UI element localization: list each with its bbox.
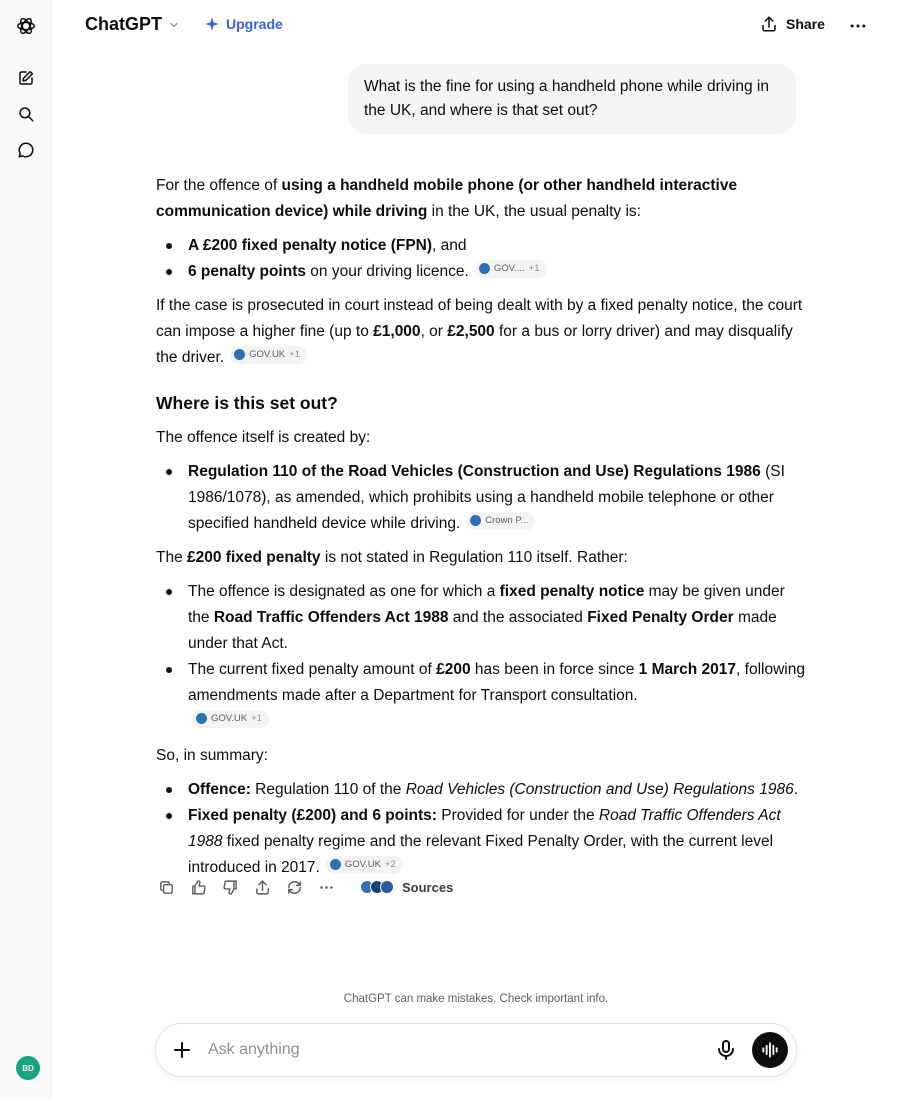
- plus-icon[interactable]: [170, 1038, 194, 1062]
- sparkle-icon: [204, 16, 220, 32]
- text: The: [156, 549, 188, 566]
- gov-uk-favicon-icon: [330, 859, 341, 870]
- text: in the UK, the usual penalty is:: [427, 203, 641, 220]
- gov-uk-favicon-icon: [234, 349, 245, 360]
- text: Provided for under the: [436, 807, 599, 824]
- avatar[interactable]: BD: [16, 1056, 40, 1080]
- text: .: [793, 781, 799, 798]
- summary-intro: So, in summary:: [156, 747, 268, 764]
- chevron-down-icon: [168, 19, 180, 31]
- thumbs-down-icon[interactable]: [220, 876, 240, 898]
- bold-text: Fixed penalty (£200) and 6 points:: [188, 807, 437, 824]
- bold-text: Fixed Penalty Order: [587, 609, 734, 626]
- text: may be given under the: [188, 583, 785, 626]
- citation-chip[interactable]: [466, 512, 535, 530]
- text: , and: [432, 237, 467, 254]
- text: Regulation 110 of the: [250, 781, 406, 798]
- model-switcher[interactable]: [85, 14, 180, 35]
- share-icon: [760, 15, 778, 33]
- bold-text: Offence:: [188, 781, 251, 798]
- waveform-icon: [760, 1040, 780, 1060]
- bold-text: £2,500: [447, 323, 495, 340]
- bold-text: fixed penalty notice: [499, 583, 645, 600]
- more-icon[interactable]: [316, 876, 336, 898]
- microphone-icon[interactable]: [714, 1038, 738, 1062]
- source-favicons: [360, 880, 394, 894]
- user-message: What is the fine for using a handheld phone while driving in the UK, and where is that set out?: [348, 64, 796, 134]
- citation-more: +1: [251, 712, 262, 724]
- court-paragraph: [156, 293, 806, 371]
- regenerate-icon[interactable]: [284, 876, 304, 898]
- sources-button[interactable]: [360, 880, 453, 895]
- text: , following amendments made after a Department for Transport consultation.: [188, 661, 805, 704]
- voice-mode-button[interactable]: [752, 1032, 788, 1068]
- chat-bubble-icon[interactable]: [14, 138, 38, 162]
- answer-intro: [156, 173, 806, 225]
- message-actions: [156, 876, 453, 898]
- sources-label: Sources: [402, 879, 454, 895]
- upgrade-button[interactable]: [204, 16, 283, 32]
- section-heading: Where is this set out?: [156, 393, 338, 413]
- bold-text: Regulation 110 of the Road Vehicles (Construction and Use) Regulations 1986: [188, 463, 761, 480]
- disclaimer: ChatGPT can make mistakes. Check important info.: [343, 993, 609, 1005]
- text: (SI 1986/1078), as amended, which prohibits using a handheld mobile telephone or other specified handheld device while driving.: [188, 463, 785, 532]
- text: If the case is prosecuted in court instead of being dealt with by a fixed penalty notice, the court can impose a higher fine (up to: [156, 297, 803, 340]
- text: is not stated in Regulation 110 itself. Rather:: [320, 549, 628, 566]
- bold-text: £200 fixed penalty: [187, 549, 321, 566]
- gov-uk-favicon-icon: [196, 713, 207, 724]
- search-icon[interactable]: [14, 102, 38, 126]
- share-icon[interactable]: [252, 876, 272, 898]
- citation-source: GOV....: [493, 262, 525, 274]
- fixed-penalty-list: [156, 579, 806, 735]
- chatgpt-logo-icon[interactable]: [14, 14, 38, 38]
- offence-intro: The offence itself is created by:: [156, 429, 371, 446]
- text: and the associated: [448, 609, 588, 626]
- text: made under that Act.: [188, 609, 777, 652]
- citation-source: GOV.UK: [211, 712, 248, 724]
- regulation-list: [156, 459, 806, 537]
- list-item: [156, 657, 806, 735]
- list-item: [156, 777, 806, 803]
- list-item: [156, 579, 806, 657]
- thumbs-up-icon[interactable]: [188, 876, 208, 898]
- share-button[interactable]: [760, 15, 825, 33]
- new-chat-icon[interactable]: [14, 66, 38, 90]
- citation-chip[interactable]: [475, 260, 547, 278]
- citation-source: GOV.UK: [344, 858, 381, 870]
- list-item: [156, 459, 806, 537]
- citation-chip[interactable]: [326, 856, 403, 874]
- text: The offence is designated as one for which a: [188, 583, 500, 600]
- summary-list: [156, 777, 806, 881]
- text: fixed penalty regime and the relevant Fixed Penalty Order, with the current level introduced in 2017.: [188, 833, 774, 876]
- bold-text: £1,000: [373, 323, 421, 340]
- text: For the offence of: [156, 177, 282, 194]
- composer: [156, 1024, 796, 1076]
- share-label: Share: [786, 16, 825, 32]
- sidebar-rail: [0, 0, 52, 1100]
- citation-source: Crown P...: [485, 514, 529, 526]
- list-item: [156, 233, 806, 259]
- bold-text: using a handheld mobile phone (or other handheld interactive communication device) while driving: [156, 177, 738, 220]
- citation-more: +1: [528, 262, 540, 274]
- gov-uk-favicon-icon: [479, 263, 490, 274]
- italic-text: Road Vehicles (Construction and Use) Regulations 1986: [405, 781, 794, 798]
- citation-chip[interactable]: [230, 346, 307, 364]
- bold-text: A £200 fixed penalty notice (FPN): [188, 237, 433, 254]
- prompt-input[interactable]: [208, 1038, 688, 1062]
- bold-text: 1 March 2017: [638, 661, 737, 678]
- citation-chip[interactable]: [192, 710, 269, 728]
- crown-favicon-icon: [380, 880, 394, 894]
- model-name: ChatGPT: [85, 14, 163, 34]
- text: for a bus or lorry driver) and may disqualify the driver.: [156, 323, 793, 366]
- crown-favicon-icon: [470, 515, 481, 526]
- bold-text: 6 penalty points: [188, 263, 306, 280]
- citation-more: +1: [289, 348, 300, 360]
- penalty-list: [156, 233, 806, 285]
- top-header: [52, 0, 900, 52]
- fixed-penalty-intro: [156, 545, 806, 571]
- citation-source: GOV.UK: [249, 348, 286, 360]
- italic-text: Road Traffic Offenders Act 1988: [188, 807, 781, 850]
- copy-icon[interactable]: [156, 876, 176, 898]
- list-item: [156, 259, 806, 285]
- text: has been in force since: [470, 661, 639, 678]
- assistant-message: [156, 173, 806, 889]
- bold-text: Road Traffic Offenders Act 1988: [213, 609, 449, 626]
- more-options-icon[interactable]: [848, 16, 868, 41]
- citation-more: +2: [384, 858, 396, 870]
- bold-text: £200: [436, 661, 471, 678]
- upgrade-label: Upgrade: [226, 16, 283, 32]
- list-item: [156, 803, 806, 881]
- text: on your driving licence.: [306, 263, 469, 280]
- text: The current fixed penalty amount of: [188, 661, 437, 678]
- text: , or: [420, 323, 448, 340]
